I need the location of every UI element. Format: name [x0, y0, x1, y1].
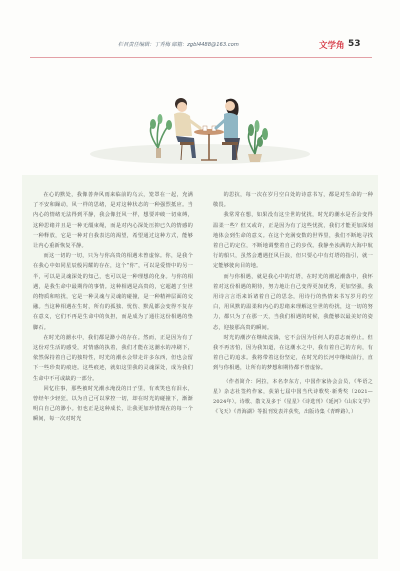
paragraph: 时光的潮汐在继续流淌，它不会因为任何人的意志而停止。但我不再害怕，因为我知道，在这潮水之中，我有着自己的方向，有着自己的追求。我将带着这份坚定，在时光的长河中继续前行，直到与你相遇，让所有的梦想和期待都不曾虚惊。: [213, 334, 373, 372]
article-column-right: [213, 190, 373, 417]
paragraph: 的思抗，每一次在岁月空白处的诗意书写，都是对生命的一种敬畏。: [213, 192, 373, 209]
paragraph: 在心的默处，我像善奔风雨来临前的乌云，笼罩在一起，充满了不安和躁动，风一样的思绪，是对这种状态的一种强烈抵应。当内心的情绪无法得到平静，我会像狂风一样，想要冲破一切束缚，这种思绪并且是一种无缰束绳，而是对内心深处压抑已久的情感的一种释放，它是一种对自我表达的渴望，希望通过这种方式，能够让内心重新恢复平静。: [33, 192, 193, 250]
paragraph: 而与你相遇，就是我心中的灯塔，在时光的潮起潮落中，我怀着对这份相遇的期待，努力地让自己变得更加优秀，更加坚强，我用诗言言语来诉诸着自己的思念，用诗行的热情来书写岁月的空白，用风默的温柔和内心的思绪来理解这尘世的纷扰，这一切的努力，都只为了在那一天，当我们相遇的时候，我能够以最美好的姿态，迎接那高贵的瞬间。: [213, 273, 373, 331]
paragraph: 我常常在想，如果没有这尘世的忧扰，时光的潮水是否会变得温柔一些？但又或许，正是因为有了这些忧扰，我们才能更加深刻地体会到生命的意义。在这个充满变数的世界里，我们不断地寻找着自己的定位，不断地调整着自己的步伐。我静坐浊满的大海中航行的船只，虽然会遭遇狂风巨浪，但只要心中有灯塔的指引，就一定能够驶向目的地。: [213, 212, 373, 270]
page-number: 53: [348, 39, 361, 49]
paragraph: 回忆往事，那些被时光潮水淹没的日子里，有欢笑也有泪水，曾经年少轻狂，以为自己可以掌控一切，却在时光的碰撞下，渐渐明白自己的渺小。但也正是这种成长，让我更加珍惜现在的每一个瞬间，每一次对时光: [33, 385, 193, 423]
author-bio: （作者简介：阿拉，本名李东方，中国作家协会会员，《华语之星》杂志社签约作家，获第七届中国当代诗歌奖·新秀奖（2021—2024年）。诗歌、散文及多于《星星》《诗选刊》《延河》《山东文学》《飞天》《青海湖》等报刊发表并获奖，出版诗集《青畔路》。）: [213, 378, 373, 415]
column-editor-line: 栏目责任编辑：丁秀梅 邮箱：zgbl4488@163.com: [118, 42, 239, 48]
cafe-couple-illustration: [0, 62, 400, 174]
section-title: 文学角: [319, 41, 345, 51]
paragraph: 而这一切的一切，只为与你高贵的相遇未曾虚惊。你，是我个在我心中如同星辰般闪耀的存在，这个“你”，可以是爱情中的另一半，可以是灵魂深处的知己，也可以是一种理想的化身。与你的相遇，是我生命中最期待的事情。这种相遇是高贵的，它超越了尘世的物质和喧扰，它是一种灵魂与灵魂的碰撞，是一种精神层面的交融。当这种相遇在生时，所有的孤独、忧伤、默乱都会变得不复存在意义，它们不再是生命中的负担，而是成为了通往这份相遇的垫脚石。: [33, 253, 193, 331]
header-rule: [30, 57, 372, 58]
article-column-left: [33, 190, 193, 425]
paragraph: 在时光的潮水中，我们都是渺小的存在。然而，正是因为有了这份对生活的感受，对情感的执着，我们才能在这潮水的冲刷下，依然保持着自己的独特性，时光的潮水会带走许多东西，但也会留下一些珍贵的痕迹。这些痕迹，就如这里我的灵魂深处，成为我们生命中不可或缺的一部分。: [33, 334, 193, 382]
page-header: [0, 40, 400, 54]
